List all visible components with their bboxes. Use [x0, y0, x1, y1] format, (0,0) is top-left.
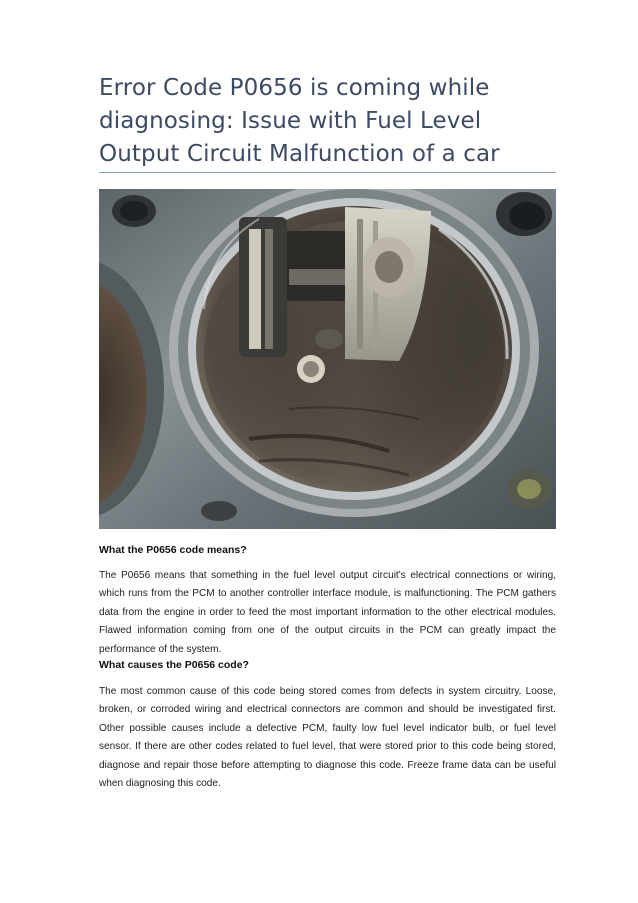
section-heading-meaning: What the P0656 code means?: [99, 544, 247, 556]
page-title: Error Code P0656 is coming while diagnosing: Issue with Fuel Level Output Circuit Malfunction of a car: [99, 75, 500, 167]
section-body-meaning: The P0656 means that something in the fuel level output circuit's electrical connections or wiring, which runs from the PCM to another controller interface module, is malfunctioning. The PCM gathers data from the engine in order to feed the most important information to the other electrical modules. Flawed information coming from one of the output circuits in the PCM can greatly impact the performance of the system.: [99, 570, 556, 655]
section-heading-causes: What causes the P0656 code?: [99, 659, 249, 671]
title-underline: [99, 172, 556, 173]
section-body-causes: The most common cause of this code being stored comes from defects in system circuitry. Loose, broken, or corroded wiring and electrical connectors are common and should be investigated first. Other possible causes include a defective PCM, faulty low fuel level indicator bulb, or fuel level sensor. If there are other codes related to fuel level, that were stored prior to this code being stored, diagnose and repair those before attempting to diagnose this code. Freeze frame data can be useful when diagnosing this code.: [99, 686, 556, 790]
engine-cylinder-photo: [99, 189, 556, 529]
